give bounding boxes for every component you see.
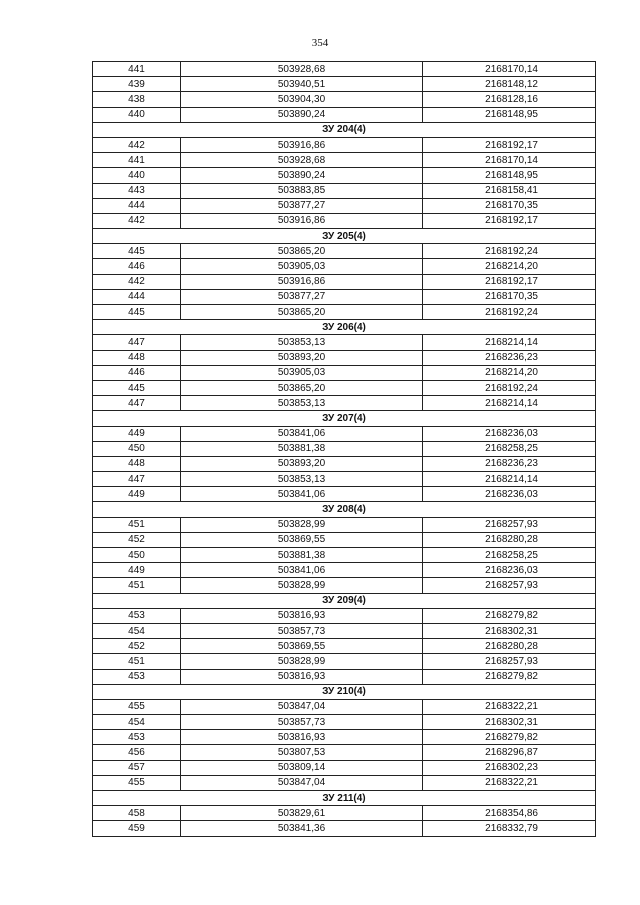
x-coordinate-cell: 503847,04	[181, 775, 423, 790]
table-row	[93, 365, 596, 380]
table-row	[93, 548, 596, 563]
y-coordinate-cell: 2168170,14	[423, 153, 596, 168]
y-coordinate-cell: 2168214,20	[423, 365, 596, 380]
x-coordinate-cell: 503893,20	[181, 456, 423, 471]
x-coordinate-cell: 503829,61	[181, 806, 423, 821]
section-title: ЗУ 207(4)	[93, 411, 596, 426]
x-coordinate-cell: 503916,86	[181, 137, 423, 152]
point-number-cell: 442	[93, 213, 181, 228]
y-coordinate-cell: 2168214,14	[423, 472, 596, 487]
point-number-cell: 451	[93, 517, 181, 532]
y-coordinate-cell: 2168302,23	[423, 760, 596, 775]
point-number-cell: 451	[93, 654, 181, 669]
table-row	[93, 77, 596, 92]
x-coordinate-cell: 503816,93	[181, 669, 423, 684]
point-number-cell: 445	[93, 380, 181, 395]
y-coordinate-cell: 2168236,23	[423, 456, 596, 471]
y-coordinate-cell: 2168322,21	[423, 699, 596, 714]
y-coordinate-cell: 2168214,14	[423, 396, 596, 411]
table-row	[93, 563, 596, 578]
y-coordinate-cell: 2168148,95	[423, 168, 596, 183]
table-row	[93, 532, 596, 547]
point-number-cell: 442	[93, 274, 181, 289]
table-row	[93, 92, 596, 107]
point-number-cell: 459	[93, 821, 181, 836]
table-row	[93, 623, 596, 638]
point-number-cell: 455	[93, 699, 181, 714]
x-coordinate-cell: 503905,03	[181, 365, 423, 380]
y-coordinate-cell: 2168192,17	[423, 213, 596, 228]
point-number-cell: 446	[93, 259, 181, 274]
y-coordinate-cell: 2168170,14	[423, 62, 596, 77]
point-number-cell: 452	[93, 532, 181, 547]
x-coordinate-cell: 503865,20	[181, 244, 423, 259]
x-coordinate-cell: 503869,55	[181, 532, 423, 547]
point-number-cell: 453	[93, 730, 181, 745]
table-row	[93, 608, 596, 623]
point-number-cell: 439	[93, 77, 181, 92]
point-number-cell: 451	[93, 578, 181, 593]
table-row	[93, 669, 596, 684]
table-row	[93, 274, 596, 289]
x-coordinate-cell: 503816,93	[181, 608, 423, 623]
table-row	[93, 699, 596, 714]
table-row	[93, 289, 596, 304]
table-row	[93, 153, 596, 168]
x-coordinate-cell: 503828,99	[181, 517, 423, 532]
table-row	[93, 168, 596, 183]
y-coordinate-cell: 2168236,23	[423, 350, 596, 365]
point-number-cell: 449	[93, 426, 181, 441]
y-coordinate-cell: 2168257,93	[423, 517, 596, 532]
point-number-cell: 456	[93, 745, 181, 760]
table-row	[93, 305, 596, 320]
table-row	[93, 760, 596, 775]
y-coordinate-cell: 2168279,82	[423, 730, 596, 745]
point-number-cell: 442	[93, 137, 181, 152]
x-coordinate-cell: 503809,14	[181, 760, 423, 775]
y-coordinate-cell: 2168236,03	[423, 426, 596, 441]
x-coordinate-cell: 503807,53	[181, 745, 423, 760]
table-row	[93, 517, 596, 532]
y-coordinate-cell: 2168280,28	[423, 639, 596, 654]
y-coordinate-cell: 2168279,82	[423, 608, 596, 623]
y-coordinate-cell: 2168192,17	[423, 274, 596, 289]
x-coordinate-cell: 503916,86	[181, 274, 423, 289]
y-coordinate-cell: 2168192,24	[423, 305, 596, 320]
table-row	[93, 745, 596, 760]
point-number-cell: 453	[93, 669, 181, 684]
table-row	[93, 487, 596, 502]
y-coordinate-cell: 2168192,17	[423, 137, 596, 152]
section-title: ЗУ 208(4)	[93, 502, 596, 517]
section-title: ЗУ 205(4)	[93, 229, 596, 244]
y-coordinate-cell: 2168258,25	[423, 441, 596, 456]
table-row	[93, 183, 596, 198]
y-coordinate-cell: 2168192,24	[423, 244, 596, 259]
table-row	[93, 107, 596, 122]
y-coordinate-cell: 2168148,12	[423, 77, 596, 92]
point-number-cell: 447	[93, 472, 181, 487]
table-row	[93, 730, 596, 745]
point-number-cell: 446	[93, 365, 181, 380]
x-coordinate-cell: 503928,68	[181, 62, 423, 77]
x-coordinate-cell: 503816,93	[181, 730, 423, 745]
section-title: ЗУ 204(4)	[93, 122, 596, 137]
y-coordinate-cell: 2168236,03	[423, 487, 596, 502]
y-coordinate-cell: 2168280,28	[423, 532, 596, 547]
y-coordinate-cell: 2168128,16	[423, 92, 596, 107]
x-coordinate-cell: 503881,38	[181, 548, 423, 563]
point-number-cell: 447	[93, 396, 181, 411]
x-coordinate-cell: 503904,30	[181, 92, 423, 107]
x-coordinate-cell: 503869,55	[181, 639, 423, 654]
y-coordinate-cell: 2168279,82	[423, 669, 596, 684]
point-number-cell: 452	[93, 639, 181, 654]
y-coordinate-cell: 2168332,79	[423, 821, 596, 836]
point-number-cell: 444	[93, 289, 181, 304]
point-number-cell: 445	[93, 244, 181, 259]
point-number-cell: 454	[93, 715, 181, 730]
point-number-cell: 450	[93, 441, 181, 456]
y-coordinate-cell: 2168257,93	[423, 654, 596, 669]
point-number-cell: 448	[93, 456, 181, 471]
x-coordinate-cell: 503841,06	[181, 487, 423, 502]
point-number-cell: 448	[93, 350, 181, 365]
point-number-cell: 449	[93, 487, 181, 502]
section-header-row	[93, 122, 596, 137]
x-coordinate-cell: 503853,13	[181, 396, 423, 411]
table-row	[93, 335, 596, 350]
y-coordinate-cell: 2168192,24	[423, 380, 596, 395]
y-coordinate-cell: 2168214,14	[423, 335, 596, 350]
table-row	[93, 350, 596, 365]
table-row	[93, 456, 596, 471]
x-coordinate-cell: 503841,36	[181, 821, 423, 836]
x-coordinate-cell: 503916,86	[181, 213, 423, 228]
x-coordinate-cell: 503890,24	[181, 168, 423, 183]
x-coordinate-cell: 503877,27	[181, 198, 423, 213]
x-coordinate-cell: 503890,24	[181, 107, 423, 122]
point-number-cell: 454	[93, 623, 181, 638]
table-row	[93, 821, 596, 836]
y-coordinate-cell: 2168148,95	[423, 107, 596, 122]
table-row	[93, 259, 596, 274]
table-row	[93, 244, 596, 259]
x-coordinate-cell: 503883,85	[181, 183, 423, 198]
y-coordinate-cell: 2168170,35	[423, 198, 596, 213]
table-row	[93, 715, 596, 730]
coordinates-table	[92, 61, 596, 837]
point-number-cell: 441	[93, 62, 181, 77]
section-header-row	[93, 593, 596, 608]
point-number-cell: 443	[93, 183, 181, 198]
x-coordinate-cell: 503828,99	[181, 578, 423, 593]
y-coordinate-cell: 2168214,20	[423, 259, 596, 274]
table-row	[93, 396, 596, 411]
x-coordinate-cell: 503853,13	[181, 472, 423, 487]
table-row	[93, 62, 596, 77]
section-header-row	[93, 791, 596, 806]
point-number-cell: 458	[93, 806, 181, 821]
section-header-row	[93, 320, 596, 335]
y-coordinate-cell: 2168236,03	[423, 563, 596, 578]
point-number-cell: 445	[93, 305, 181, 320]
page-number: 354	[311, 37, 329, 49]
point-number-cell: 447	[93, 335, 181, 350]
table-row	[93, 472, 596, 487]
x-coordinate-cell: 503928,68	[181, 153, 423, 168]
table-row	[93, 380, 596, 395]
x-coordinate-cell: 503865,20	[181, 380, 423, 395]
table-row	[93, 639, 596, 654]
point-number-cell: 438	[93, 92, 181, 107]
coordinates-table-body	[93, 62, 596, 837]
section-title: ЗУ 209(4)	[93, 593, 596, 608]
y-coordinate-cell: 2168302,31	[423, 623, 596, 638]
x-coordinate-cell: 503857,73	[181, 623, 423, 638]
table-row	[93, 654, 596, 669]
table-row	[93, 198, 596, 213]
table-row	[93, 441, 596, 456]
y-coordinate-cell: 2168258,25	[423, 548, 596, 563]
x-coordinate-cell: 503940,51	[181, 77, 423, 92]
section-header-row	[93, 502, 596, 517]
y-coordinate-cell: 2168170,35	[423, 289, 596, 304]
section-header-row	[93, 411, 596, 426]
y-coordinate-cell: 2168354,86	[423, 806, 596, 821]
table-row	[93, 806, 596, 821]
section-title: ЗУ 211(4)	[93, 791, 596, 806]
x-coordinate-cell: 503841,06	[181, 426, 423, 441]
point-number-cell: 453	[93, 608, 181, 623]
x-coordinate-cell: 503865,20	[181, 305, 423, 320]
table-row	[93, 775, 596, 790]
point-number-cell: 441	[93, 153, 181, 168]
table-row	[93, 213, 596, 228]
x-coordinate-cell: 503881,38	[181, 441, 423, 456]
section-title: ЗУ 210(4)	[93, 684, 596, 699]
section-header-row	[93, 684, 596, 699]
y-coordinate-cell: 2168302,31	[423, 715, 596, 730]
point-number-cell: 455	[93, 775, 181, 790]
section-header-row	[93, 229, 596, 244]
x-coordinate-cell: 503847,04	[181, 699, 423, 714]
point-number-cell: 450	[93, 548, 181, 563]
x-coordinate-cell: 503853,13	[181, 335, 423, 350]
point-number-cell: 457	[93, 760, 181, 775]
table-row	[93, 578, 596, 593]
point-number-cell: 444	[93, 198, 181, 213]
point-number-cell: 440	[93, 168, 181, 183]
y-coordinate-cell: 2168296,87	[423, 745, 596, 760]
table-row	[93, 426, 596, 441]
x-coordinate-cell: 503893,20	[181, 350, 423, 365]
point-number-cell: 449	[93, 563, 181, 578]
x-coordinate-cell: 503841,06	[181, 563, 423, 578]
x-coordinate-cell: 503828,99	[181, 654, 423, 669]
point-number-cell: 440	[93, 107, 181, 122]
y-coordinate-cell: 2168158,41	[423, 183, 596, 198]
section-title: ЗУ 206(4)	[93, 320, 596, 335]
table-row	[93, 137, 596, 152]
x-coordinate-cell: 503905,03	[181, 259, 423, 274]
x-coordinate-cell: 503877,27	[181, 289, 423, 304]
y-coordinate-cell: 2168322,21	[423, 775, 596, 790]
x-coordinate-cell: 503857,73	[181, 715, 423, 730]
y-coordinate-cell: 2168257,93	[423, 578, 596, 593]
